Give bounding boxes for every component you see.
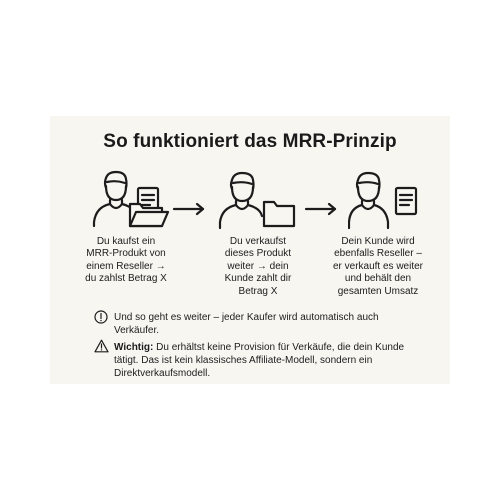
note-warning-line: Direktverkaufsmodell.: [114, 368, 211, 379]
note-warning: [114, 341, 414, 380]
person-with-document-folder-icon: [86, 168, 170, 230]
step-3-text: [316, 236, 440, 298]
person-with-folder-icon: [216, 170, 298, 230]
step-3-line: gesamten Umsatz: [337, 285, 419, 297]
info-icon: [94, 310, 108, 324]
step-2-text: [196, 236, 320, 298]
step-2-line: Kunde zahlt dir: [224, 273, 292, 285]
note-info-line: Und so geht es weiter – jeder Kaufer wird automatisch auch: [114, 312, 379, 323]
step-3-line: ebenfalls Reseller –: [334, 248, 422, 260]
note-info: [114, 311, 414, 337]
step-1-line: Du kaufst ein: [96, 236, 156, 247]
step-1-line: du zahlst Betrag X: [85, 273, 167, 285]
step-2-line: Du verkaufst: [229, 236, 287, 247]
step-1-text: [64, 236, 188, 286]
note-warning-line: tätigt. Das ist kein klassisches Affiliate-Modell, sondern ein: [114, 355, 373, 366]
note-info-line: Verkäufer.: [114, 325, 160, 336]
arrow-right-icon: [304, 202, 338, 216]
step-2-line: weiter → dein: [227, 260, 289, 272]
step-1-line: einem Reseller →: [86, 260, 166, 272]
person-with-document-icon: [348, 170, 424, 230]
step-3-line: Dein Kunde wird: [341, 236, 415, 247]
warning-icon: [94, 339, 109, 353]
step-3-line: und behält den: [344, 273, 412, 285]
note-warning-label: Wichtig:: [114, 342, 154, 353]
note-warning-line-1: [114, 341, 414, 354]
diagram-title: So funktioniert das MRR-Prinzip: [103, 131, 397, 152]
arrow-right-icon: [172, 202, 206, 216]
step-3-line: er verkauft es weiter: [332, 260, 424, 272]
step-2-line: Betrag X: [238, 285, 278, 297]
step-2-line: dieses Produkt: [224, 248, 292, 260]
note-warning-text: Du erhältst keine Provision für Verkäufe, die dein Kunde: [153, 342, 405, 353]
step-1-line: MRR-Produkt von: [86, 248, 166, 260]
